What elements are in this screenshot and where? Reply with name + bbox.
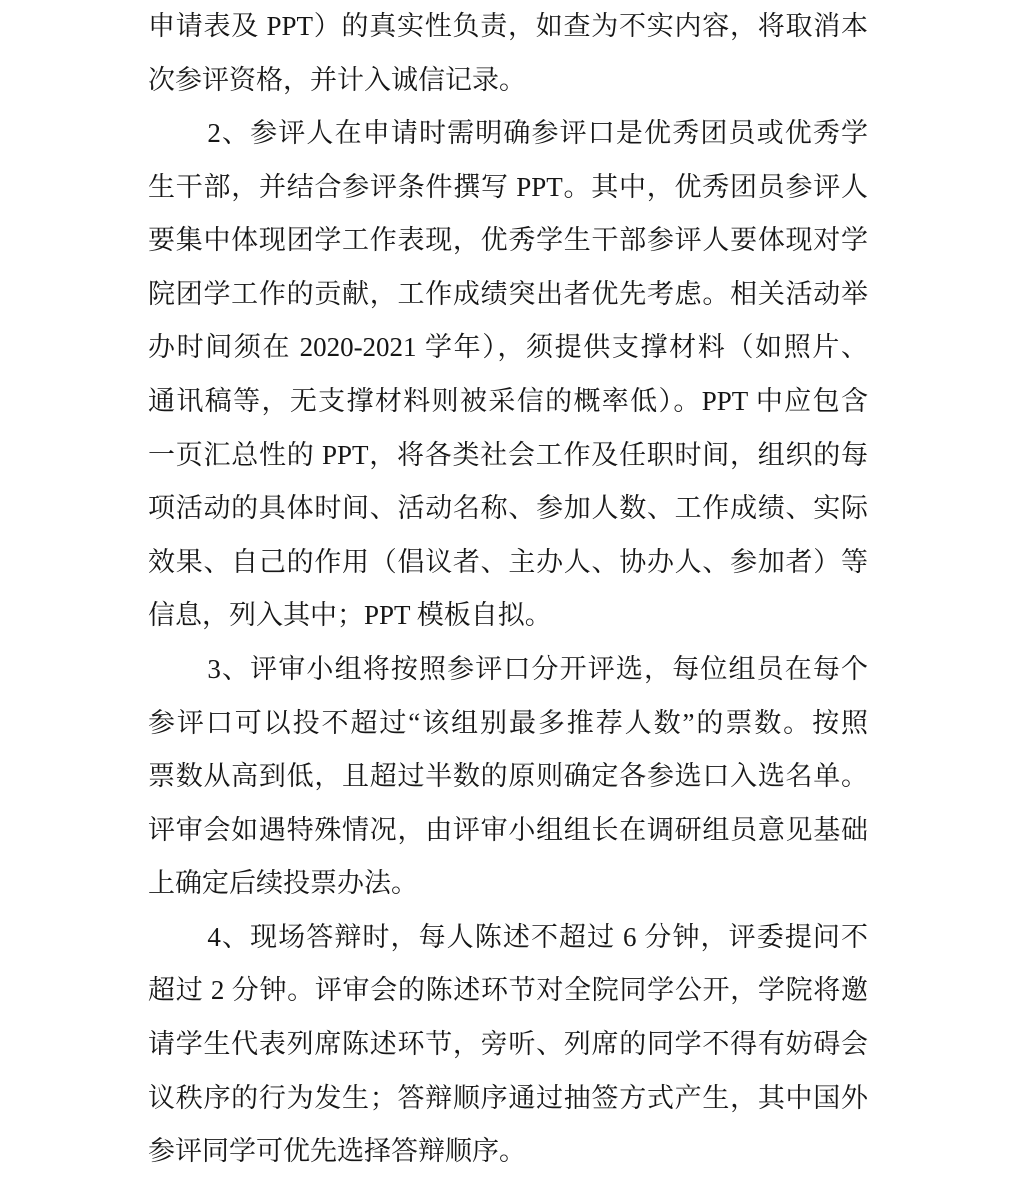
text-line: 通讯稿等，无支撑材料则被采信的概率低）。PPT 中应包含 bbox=[148, 386, 868, 417]
paragraph-continuation bbox=[148, 0, 868, 107]
text-line: 超过 2 分钟。评审会的陈述环节对全院同学公开，学院将邀 bbox=[148, 975, 868, 1006]
text-line: 办时间须在 2020-2021 学年），须提供支撑材料（如照片、 bbox=[148, 332, 868, 363]
paragraph-item-3 bbox=[148, 643, 868, 911]
text-line: 要集中体现团学工作表现，优秀学生干部参评人要体现对学 bbox=[148, 225, 868, 256]
text-line: 评审会如遇特殊情况，由评审小组组长在调研组员意见基础 bbox=[148, 814, 868, 845]
text-line: 票数从高到低，且超过半数的原则确定各参选口入选名单。 bbox=[148, 761, 868, 792]
text-line: 参评口可以投不超过“该组别最多推荐人数”的票数。按照 bbox=[148, 707, 868, 738]
text-line: 2、参评人在申请时需明确参评口是优秀团员或优秀学 bbox=[207, 118, 868, 149]
text-line: 上确定后续投票办法。 bbox=[148, 868, 418, 899]
paragraph-item-4 bbox=[148, 911, 868, 1179]
document-text-body bbox=[148, 0, 868, 1179]
text-line: 参评同学可优先选择答辩顺序。 bbox=[148, 1136, 526, 1167]
text-line: 效果、自己的作用（倡议者、主办人、协办人、参加者）等 bbox=[148, 546, 868, 577]
text-line: 院团学工作的贡献，工作成绩突出者优先考虑。相关活动举 bbox=[148, 278, 868, 309]
text-line: 信息，列入其中；PPT 模板自拟。 bbox=[148, 600, 552, 631]
text-line: 申请表及 PPT）的真实性负责，如查为不实内容，将取消本 bbox=[148, 11, 868, 41]
text-line: 3、评审小组将按照参评口分开评选，每位组员在每个 bbox=[207, 653, 868, 684]
paragraph-item-2 bbox=[148, 107, 868, 643]
text-line: 4、现场答辩时，每人陈述不超过 6 分钟，评委提问不 bbox=[207, 921, 868, 952]
text-line: 生干部，并结合参评条件撰写 PPT。其中，优秀团员参评人 bbox=[148, 171, 868, 202]
text-line: 次参评资格，并计入诚信记录。 bbox=[148, 64, 526, 95]
text-line: 项活动的具体时间、活动名称、参加人数、工作成绩、实际 bbox=[148, 493, 868, 524]
text-line: 请学生代表列席陈述环节，旁听、列席的同学不得有妨碍会 bbox=[148, 1028, 868, 1059]
text-line: 一页汇总性的 PPT，将各类社会工作及任职时间，组织的每 bbox=[148, 439, 868, 470]
text-line: 议秩序的行为发生；答辩顺序通过抽签方式产生，其中国外 bbox=[148, 1082, 868, 1113]
